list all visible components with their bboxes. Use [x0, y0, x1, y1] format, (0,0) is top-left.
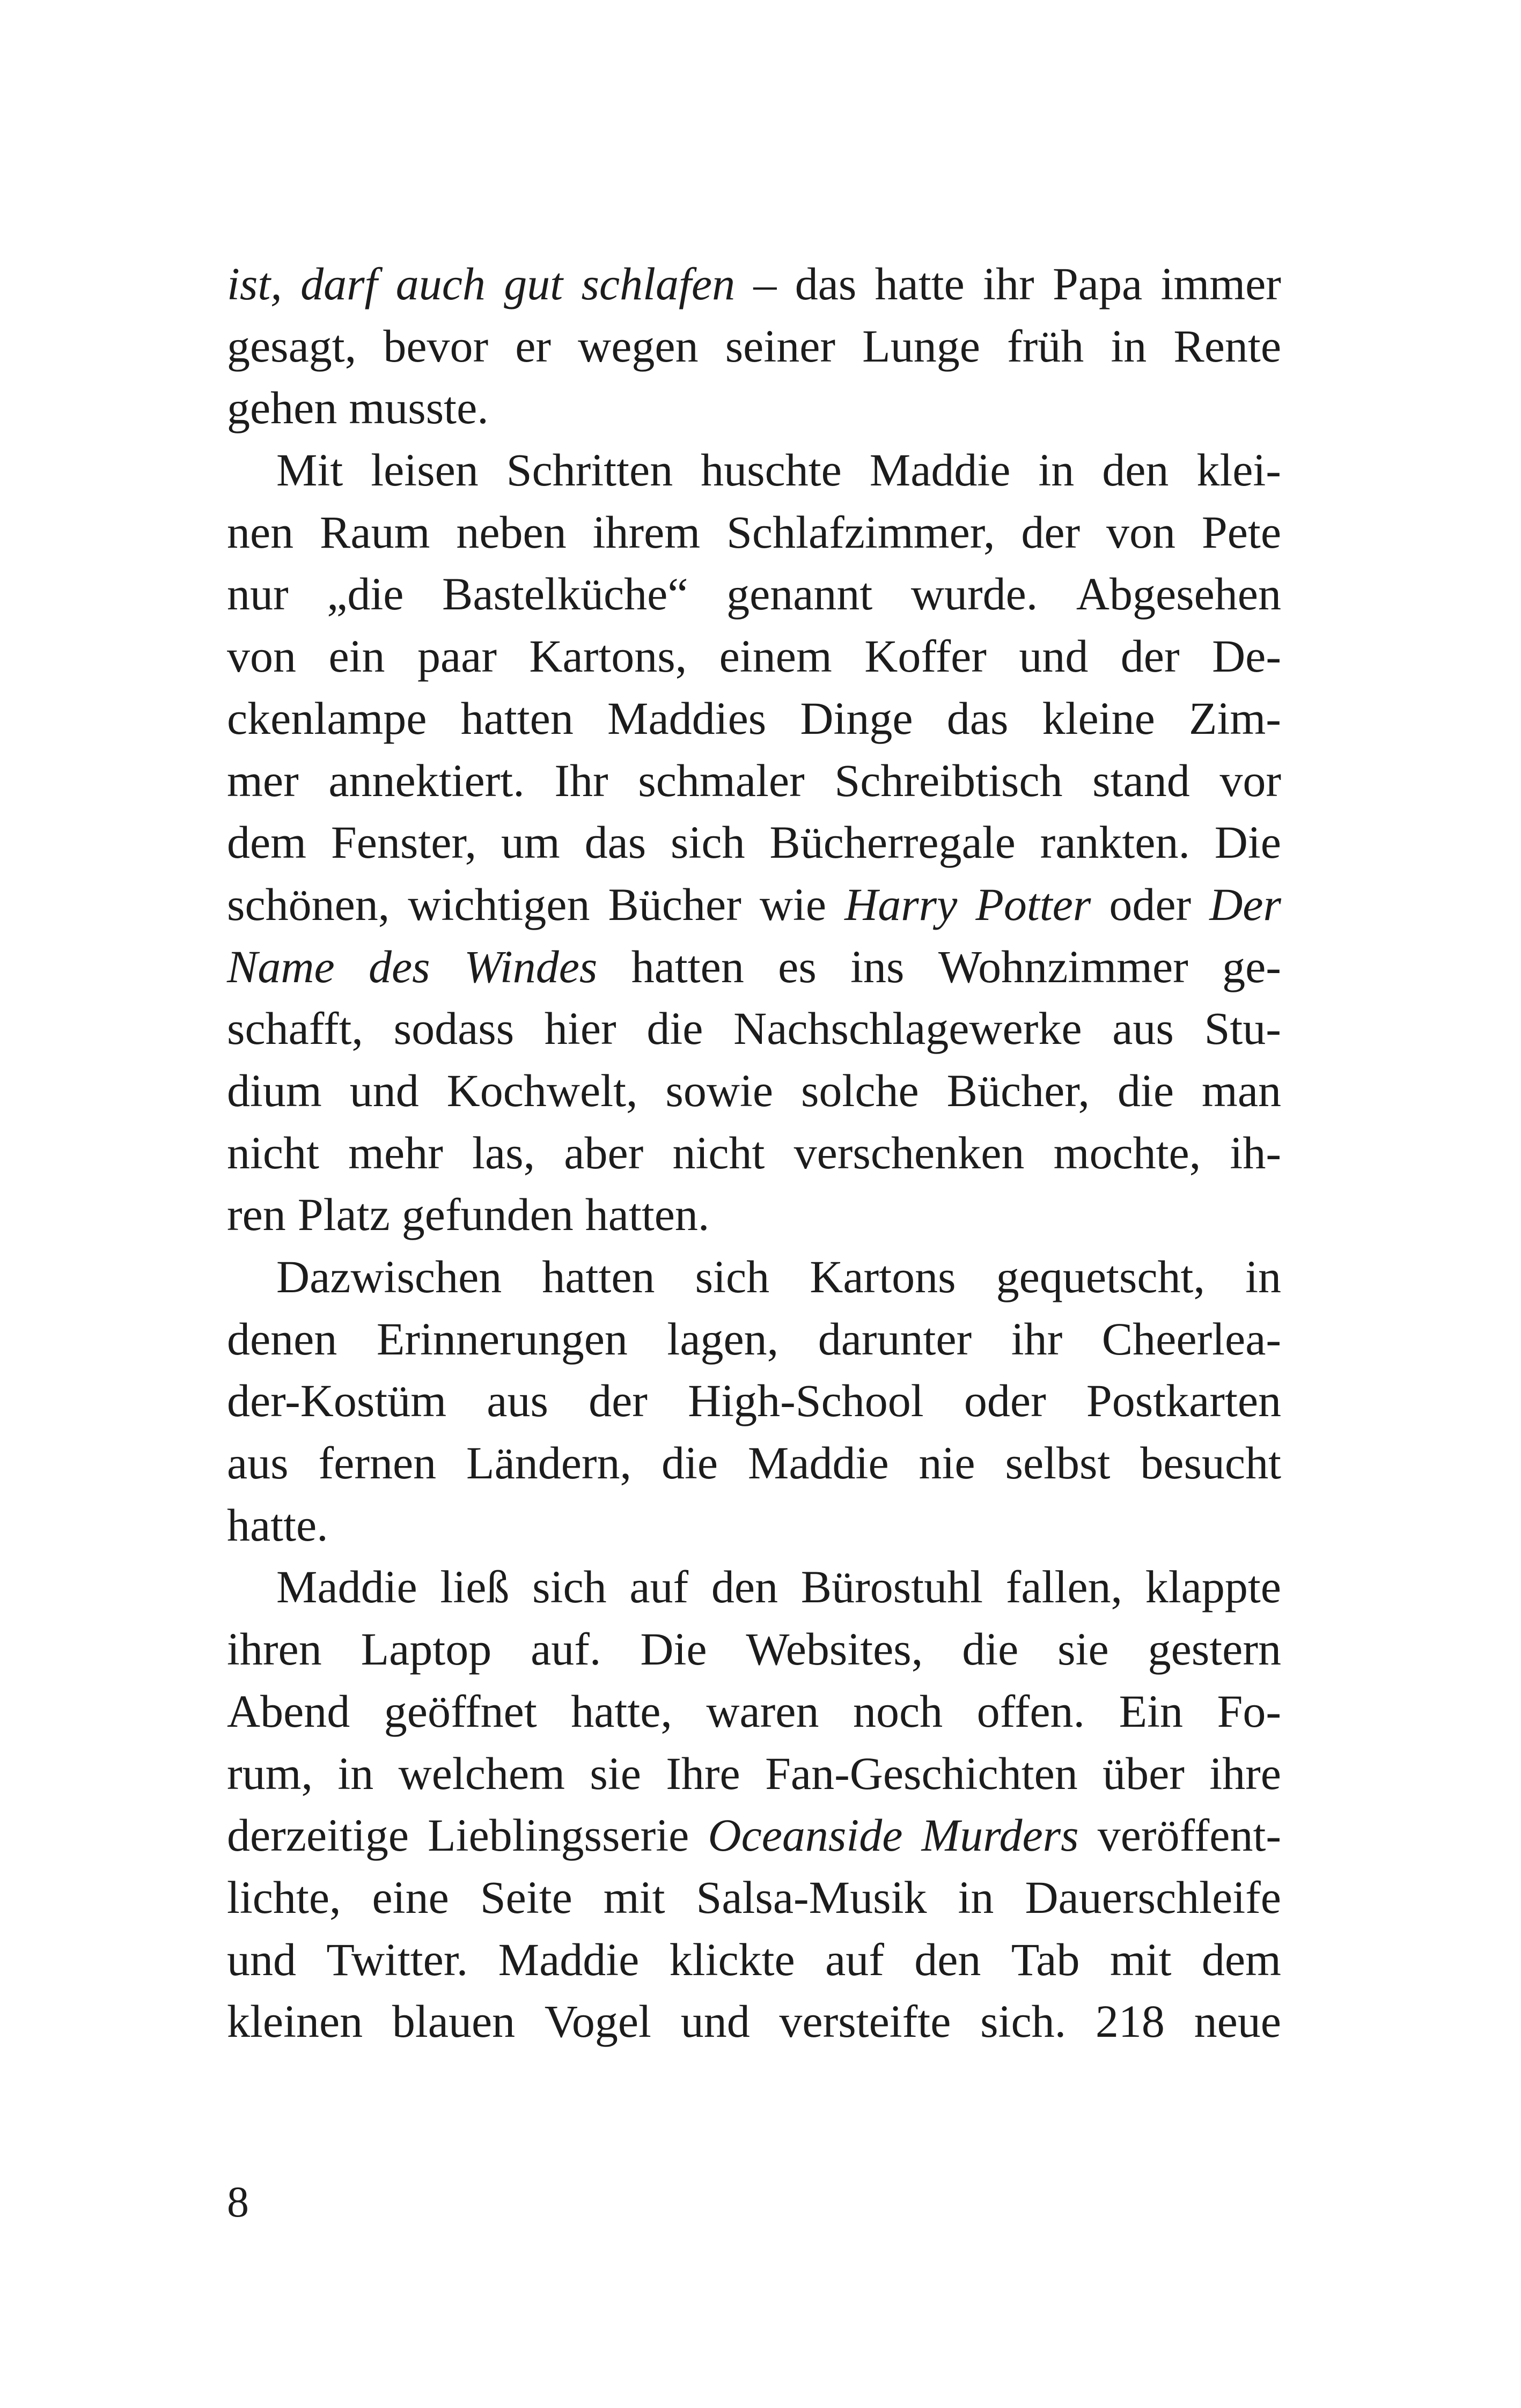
word: Dinge [800, 692, 913, 744]
word: Cheerlea- [1101, 1313, 1281, 1365]
word: rum, [227, 1747, 313, 1799]
word: ihr [983, 258, 1034, 310]
word: Harry [844, 878, 958, 930]
word: Lunge [862, 320, 980, 372]
word: solche [800, 1064, 919, 1116]
word: lagen, [667, 1313, 779, 1365]
word: neue [1194, 1995, 1281, 2048]
word: ge- [1222, 940, 1281, 992]
word: Zim- [1188, 692, 1281, 744]
word: ihren [227, 1623, 322, 1675]
text-line [227, 874, 1281, 936]
word: von [227, 630, 296, 682]
word: las, [472, 1126, 535, 1179]
word: fallen, [1005, 1561, 1123, 1613]
word: klickte [669, 1933, 795, 1985]
word: sie [1057, 1623, 1109, 1675]
word: Bürostuhl [800, 1561, 983, 1613]
word: Die [1214, 816, 1281, 868]
word: dem [227, 816, 307, 868]
text-line [227, 625, 1281, 688]
word: Lieblingsserie [428, 1809, 689, 1861]
word: dem [1201, 1933, 1281, 1985]
text-line [227, 253, 1281, 315]
word: besucht [1140, 1437, 1281, 1489]
word: mehr [348, 1126, 443, 1179]
word: Der [1209, 878, 1281, 930]
text-line [227, 315, 1281, 378]
word: ihr [1011, 1313, 1063, 1365]
word: Postkarten [1086, 1375, 1281, 1427]
text-line [227, 1494, 1281, 1557]
word: in [1245, 1251, 1281, 1302]
word: Bastelküche“ [442, 568, 688, 620]
word: Maddies [607, 692, 767, 744]
word: aus [487, 1375, 548, 1427]
word: früh [1006, 320, 1084, 372]
text-line [227, 1308, 1281, 1371]
word: in [337, 1747, 374, 1799]
text-line [227, 812, 1281, 874]
word: gesagt, [227, 320, 357, 372]
word: ihrem [592, 506, 701, 558]
word: gut [504, 258, 563, 310]
text-line [227, 563, 1281, 625]
word: Websites, [746, 1623, 923, 1675]
word: hatte [875, 258, 965, 310]
word: sowie [665, 1064, 774, 1116]
word: den [711, 1561, 778, 1613]
word: huschte [701, 444, 842, 496]
word: einem [719, 630, 832, 682]
word: aus [1112, 1003, 1174, 1055]
word: kleine [1042, 692, 1155, 744]
word: er [515, 320, 552, 372]
text-line [227, 1370, 1281, 1432]
word: bevor [383, 320, 489, 372]
text-line [227, 1743, 1281, 1805]
word: ist, [227, 258, 282, 310]
word: sodass [393, 1003, 515, 1055]
word: Abgesehen [1076, 568, 1281, 620]
word: Schreibtisch [834, 754, 1063, 806]
word: auf [629, 1561, 689, 1613]
word: der [589, 1375, 648, 1427]
word: geöffnet [384, 1685, 537, 1737]
word: nicht [672, 1126, 765, 1179]
word: hatten. [585, 1189, 710, 1241]
word: hier [544, 1003, 616, 1055]
word: Stu- [1204, 1003, 1281, 1055]
word: selbst [1005, 1437, 1111, 1489]
word: ckenlampe [227, 692, 427, 744]
word: Ihre [666, 1747, 740, 1799]
word: sich [671, 816, 745, 868]
word: den [914, 1933, 981, 1985]
word: der [1021, 506, 1081, 558]
text-line [227, 377, 1281, 439]
word: wichtigen [408, 878, 590, 930]
word: das [946, 692, 1009, 744]
word: der [1120, 630, 1180, 682]
word: Ländern, [466, 1437, 632, 1489]
word: mochte, [1053, 1126, 1201, 1179]
word: Mit [276, 444, 343, 496]
word: waren [706, 1685, 819, 1737]
word: wegen [578, 320, 699, 372]
word: klei- [1196, 444, 1281, 496]
word: ren [227, 1189, 286, 1241]
word: schafft, [227, 1003, 363, 1055]
word: leisen [371, 444, 479, 496]
word: Windes [464, 940, 598, 992]
word: schlafen [581, 258, 736, 310]
word: auf [825, 1933, 884, 1985]
word: Abend [227, 1685, 350, 1737]
word: Dazwischen [276, 1251, 502, 1302]
word: und [227, 1933, 296, 1985]
word: ins [850, 940, 905, 992]
word: wurde. [910, 568, 1038, 620]
word: ließ [440, 1561, 510, 1613]
word: neben [456, 506, 567, 558]
page-number: 8 [227, 2177, 249, 2226]
word: die [661, 1437, 718, 1489]
word: High-School [688, 1375, 924, 1427]
word: veröffent- [1097, 1809, 1281, 1861]
word: Maddie [276, 1561, 417, 1613]
word: derzeitige [227, 1809, 409, 1861]
word: oder [964, 1375, 1046, 1427]
word: versteifte [779, 1995, 951, 2048]
word: ih- [1230, 1126, 1281, 1179]
text-line [227, 1556, 1281, 1618]
word: gestern [1148, 1623, 1281, 1675]
word: sie [590, 1747, 641, 1799]
word: Seite [480, 1871, 572, 1923]
word: seiner [725, 320, 836, 372]
word: Salsa-Musik [696, 1871, 927, 1923]
word: den [1102, 444, 1169, 496]
word: hatten [460, 692, 574, 744]
text-line [227, 1122, 1281, 1184]
word: aus [227, 1437, 289, 1489]
word: Platz [297, 1189, 390, 1241]
word: stand [1092, 754, 1190, 806]
word: nur [227, 568, 289, 620]
text-line [227, 998, 1281, 1060]
text-line [227, 750, 1281, 812]
word: ein [328, 630, 385, 682]
word: Nachschlagewerke [733, 1003, 1082, 1055]
word: kleinen [227, 1995, 363, 2048]
word: sich [695, 1251, 770, 1302]
word: der-Kostüm [227, 1375, 447, 1427]
word: Bücher, [946, 1064, 1090, 1116]
word: darf [300, 258, 378, 310]
word: Dauerschleife [1025, 1871, 1281, 1923]
word: fernen [318, 1437, 437, 1489]
word: in [1111, 320, 1147, 372]
word: Oceanside [708, 1809, 903, 1861]
word: rankten. [1040, 816, 1190, 868]
word: gequetscht, [996, 1251, 1205, 1302]
word: Potter [975, 878, 1091, 930]
word: gehen [227, 382, 337, 434]
word: auch [395, 258, 486, 310]
word: nicht [227, 1126, 319, 1179]
word: Rente [1173, 320, 1281, 372]
text-line [227, 1867, 1281, 1929]
word: verschenken [793, 1126, 1025, 1179]
word: vor [1219, 754, 1281, 806]
word: nen [227, 506, 294, 558]
word: Tab [1011, 1933, 1080, 1985]
word: Kochwelt, [446, 1064, 638, 1116]
word: Fo- [1217, 1685, 1281, 1737]
text-line [227, 1991, 1281, 2053]
word: hatten [542, 1251, 655, 1302]
word: dium [227, 1064, 322, 1116]
word: gefunden [401, 1189, 574, 1241]
word: lichte, [227, 1871, 341, 1923]
word: mer [227, 754, 299, 806]
word: Schritten [506, 444, 673, 496]
word: De- [1212, 630, 1281, 682]
word: Fan-Geschichten [765, 1747, 1078, 1799]
word: um [501, 816, 560, 868]
text-line [227, 1432, 1281, 1494]
text-line [227, 1184, 1281, 1246]
word: Maddie [869, 444, 1011, 496]
word: Raum [320, 506, 430, 558]
word: die [962, 1623, 1019, 1675]
word: Ein [1119, 1685, 1183, 1737]
text-line [227, 688, 1281, 750]
word: Erinnerungen [376, 1313, 628, 1365]
text-line [227, 439, 1281, 502]
word: aber [564, 1126, 644, 1179]
word: Kartons [810, 1251, 956, 1302]
word: ihre [1209, 1747, 1281, 1799]
word: Pete [1201, 506, 1281, 558]
word: die [1117, 1064, 1174, 1116]
word: Bücherregale [769, 816, 1016, 868]
word: noch [853, 1685, 943, 1737]
word: Murders [921, 1809, 1079, 1861]
word: das [795, 258, 857, 310]
word: annektiert. [328, 754, 525, 806]
word: hatte, [571, 1685, 672, 1737]
word: welchem [398, 1747, 565, 1799]
word: Fenster, [330, 816, 477, 868]
word: Twitter. [326, 1933, 468, 1985]
word: mit [1109, 1933, 1172, 1985]
word: darunter [818, 1313, 972, 1365]
word: 218 [1095, 1995, 1165, 2048]
word: Koffer [864, 630, 987, 682]
text-line [227, 1060, 1281, 1122]
word: und [680, 1995, 750, 2048]
text-line [227, 1618, 1281, 1681]
body-text [227, 253, 1281, 2053]
word: Wohnzimmer [938, 940, 1188, 992]
word: „die [327, 568, 404, 620]
word: in [958, 1871, 994, 1923]
word: auf. [531, 1623, 601, 1675]
word: Kartons, [529, 630, 687, 682]
word: hatten [631, 940, 744, 992]
word: mit [603, 1871, 665, 1923]
word: schmaler [638, 754, 805, 806]
word: Ihr [554, 754, 608, 806]
word: Schlafzimmer, [726, 506, 995, 558]
word: Die [640, 1623, 707, 1675]
word: das [584, 816, 646, 868]
text-line [227, 502, 1281, 564]
word: und [1019, 630, 1089, 682]
word: des [368, 940, 430, 992]
word: man [1201, 1064, 1281, 1116]
word: Laptop [361, 1623, 492, 1675]
word: schönen, [227, 878, 390, 930]
text-line [227, 1681, 1281, 1743]
word: immer [1160, 258, 1281, 310]
word: offen. [976, 1685, 1085, 1737]
text-line [227, 936, 1281, 998]
word: und [349, 1064, 419, 1116]
word: – [753, 258, 777, 310]
word: Name [227, 940, 335, 992]
text-line [227, 1805, 1281, 1867]
word: genannt [726, 568, 873, 620]
word: von [1106, 506, 1176, 558]
word: über [1103, 1747, 1185, 1799]
word: Bücher [608, 878, 741, 930]
word: oder [1109, 878, 1192, 930]
word: es [778, 940, 817, 992]
word: nie [919, 1437, 975, 1489]
word: in [1038, 444, 1075, 496]
word: sich. [980, 1995, 1067, 2048]
word: sich [532, 1561, 607, 1613]
text-line [227, 1929, 1281, 1991]
word: klappte [1145, 1561, 1281, 1613]
word: Maddie [498, 1933, 640, 1985]
word: Maddie [747, 1437, 889, 1489]
word: denen [227, 1313, 337, 1365]
word: wie [759, 878, 827, 930]
word: Vogel [544, 1995, 651, 2048]
word: hatte. [227, 1499, 328, 1551]
word: musste. [349, 382, 489, 434]
text-line [227, 1246, 1281, 1308]
word: eine [372, 1871, 449, 1923]
word: paar [417, 630, 497, 682]
word: die [646, 1003, 703, 1055]
word: blauen [392, 1995, 516, 2048]
word: Papa [1052, 258, 1143, 310]
